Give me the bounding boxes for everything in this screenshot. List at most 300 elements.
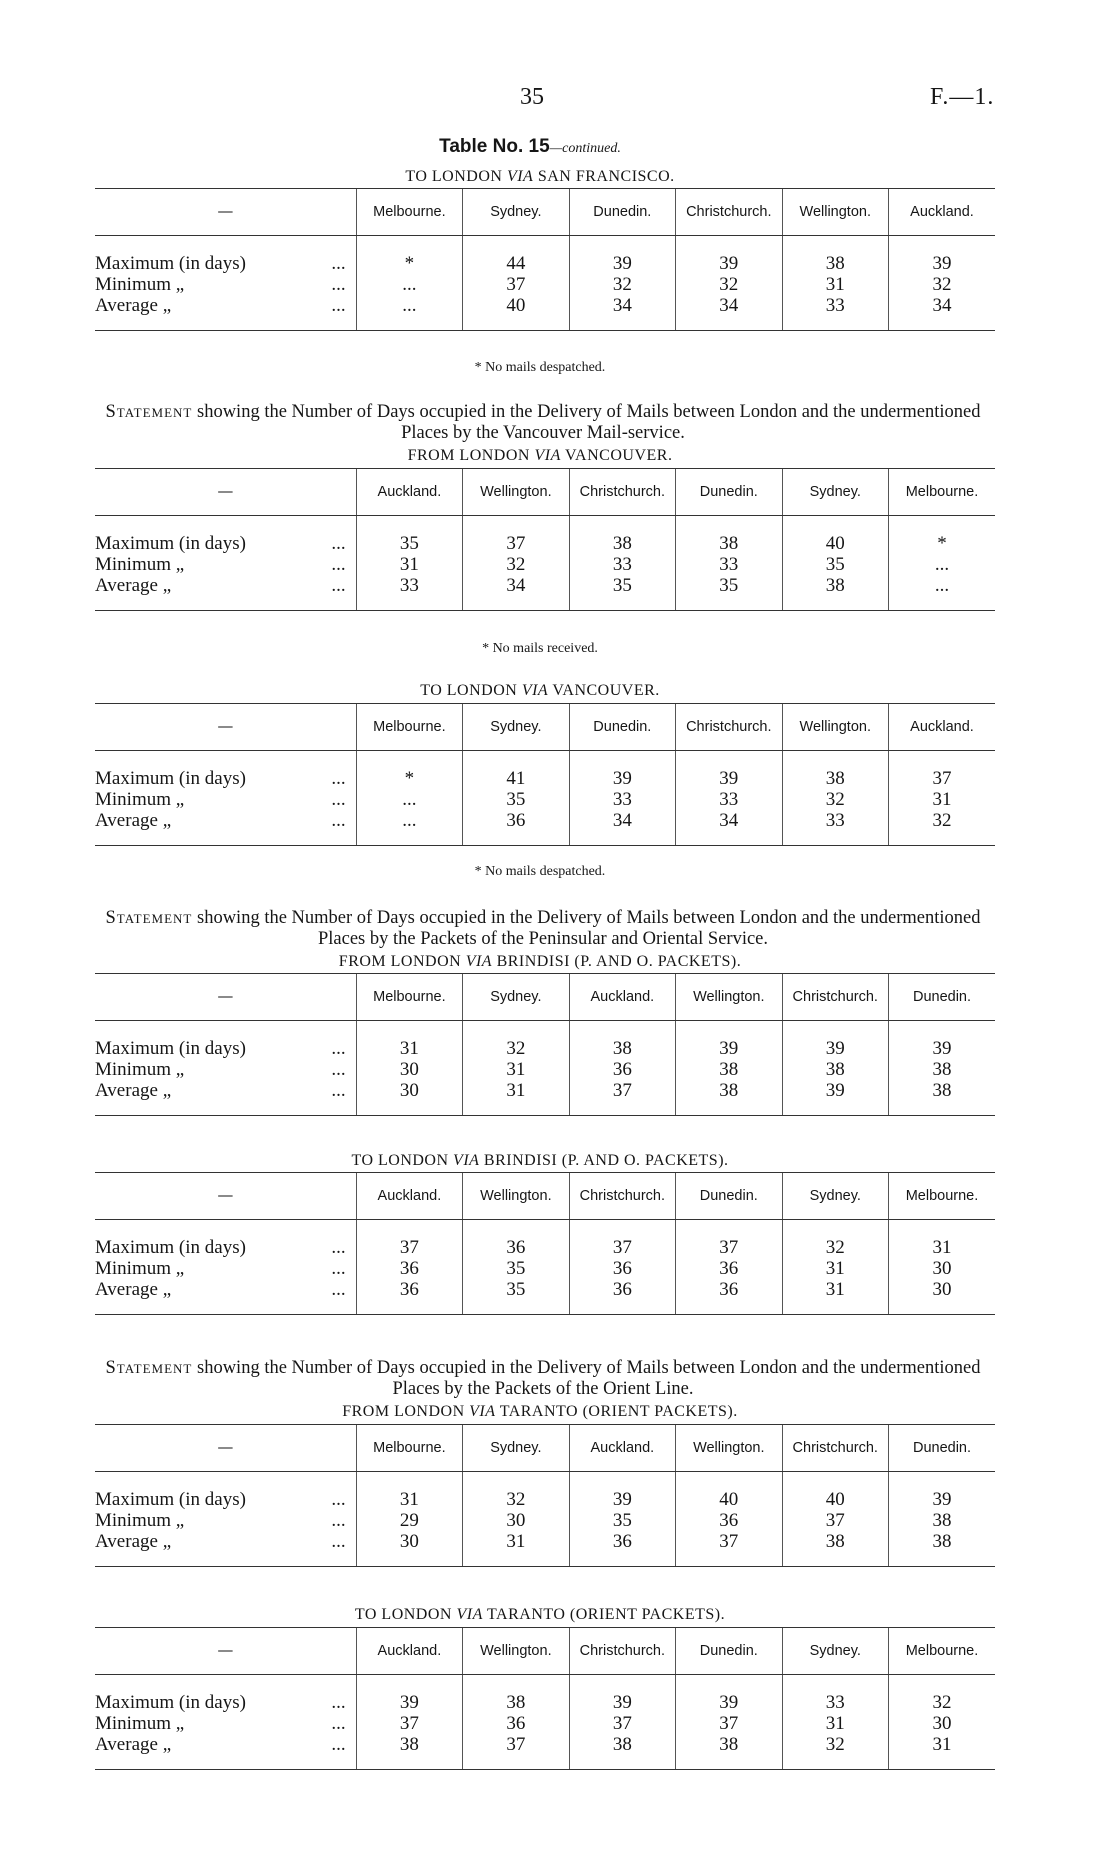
leader-dots: ... — [331, 1510, 346, 1531]
table-cell: * — [889, 533, 996, 554]
column-header: Auckland. — [356, 1628, 462, 1675]
row-label — [95, 789, 356, 810]
spacer-cell — [356, 1021, 462, 1039]
column-header: Melbourne. — [356, 704, 462, 751]
mail-days-table — [95, 1627, 995, 1770]
spacer-row — [95, 1675, 995, 1693]
table-row — [95, 253, 995, 274]
table-cell: 31 — [782, 1258, 888, 1279]
column-header: Melbourne. — [889, 1173, 996, 1220]
table-cell: 38 — [782, 768, 888, 789]
table-cell: 32 — [889, 274, 996, 295]
column-header: Melbourne. — [356, 1425, 462, 1472]
caption-via: VIA — [456, 1606, 483, 1623]
table-cell: 32 — [676, 274, 782, 295]
column-header: Auckland. — [356, 1173, 462, 1220]
table-cell: 34 — [463, 575, 569, 611]
row-label — [95, 1489, 356, 1510]
row-label — [95, 533, 356, 554]
table-cell: 34 — [569, 810, 675, 846]
table-cell: 38 — [889, 1080, 996, 1116]
spacer-cell — [569, 1021, 675, 1039]
row-label — [95, 1734, 356, 1770]
table-cell: 30 — [356, 1059, 462, 1080]
table-row — [95, 1237, 995, 1258]
column-header: Dunedin. — [889, 1425, 996, 1472]
table-cell: 34 — [676, 295, 782, 331]
table-cell: 35 — [569, 575, 675, 611]
spacer-cell — [889, 1675, 996, 1693]
dash-header: — — [95, 1173, 356, 1220]
spacer-cell — [676, 1021, 782, 1039]
table-cell: 31 — [782, 1279, 888, 1315]
table-cell: 32 — [782, 789, 888, 810]
column-header: Auckland. — [889, 704, 996, 751]
caption-via: VIA — [534, 447, 561, 464]
table-row — [95, 1713, 995, 1734]
table-cell: 36 — [676, 1510, 782, 1531]
mail-days-table — [95, 973, 995, 1116]
spacer-row — [95, 1220, 995, 1238]
table-cell: 29 — [356, 1510, 462, 1531]
dash-header: — — [95, 704, 356, 751]
spacer-cell — [95, 1472, 356, 1490]
table-cell: 39 — [676, 768, 782, 789]
leader-dots: ... — [331, 533, 346, 554]
table-cell: 39 — [569, 768, 675, 789]
footnote: * No mails despatched. — [474, 864, 606, 879]
table-caption: TO LONDON VIA VANCOUVER. — [420, 682, 660, 699]
statement-text: Statement showing the Number of Days occupied in the Delivery of Mails between London and the undermentioned Places by the Packets of the Peninsular and Oriental Service. — [105, 908, 981, 949]
spacer-cell — [782, 1472, 888, 1490]
leader-dots: ... — [331, 1713, 346, 1734]
column-header: Auckland. — [356, 469, 462, 516]
table-cell: 33 — [782, 1692, 888, 1713]
column-header: Dunedin. — [569, 189, 675, 236]
table-cell: 33 — [782, 810, 888, 846]
table-cell: 38 — [676, 1059, 782, 1080]
table-cell: 33 — [569, 554, 675, 575]
table-cell: 39 — [782, 1038, 888, 1059]
row-label-text: Minimum „ — [95, 1713, 185, 1734]
row-label-text: Average „ — [95, 575, 172, 596]
header-row — [95, 189, 995, 236]
table-cell: * — [356, 253, 462, 274]
spacer-cell — [356, 516, 462, 534]
column-header: Wellington. — [782, 189, 888, 236]
column-header: Sydney. — [463, 974, 569, 1021]
spacer-cell — [676, 1472, 782, 1490]
row-label — [95, 810, 356, 846]
table-cell: 36 — [356, 1279, 462, 1315]
row-label-text: Maximum (in days) — [95, 1489, 246, 1510]
table-cell: 37 — [676, 1531, 782, 1567]
table-row — [95, 1531, 995, 1567]
header-row — [95, 1628, 995, 1675]
mail-days-table — [95, 1424, 995, 1567]
column-header: Wellington. — [782, 704, 888, 751]
caption-via: VIA — [506, 168, 534, 185]
row-label-text: Minimum „ — [95, 1258, 185, 1279]
spacer-row — [95, 1472, 995, 1490]
statement-text: Statement showing the Number of Days occupied in the Delivery of Mails between London and the undermentioned Places by the Packets of the Orient Line. — [105, 1358, 981, 1399]
column-header: Christchurch. — [569, 469, 675, 516]
table-cell: 39 — [889, 1038, 996, 1059]
table-cell: ... — [889, 575, 996, 611]
table-cell: 35 — [463, 789, 569, 810]
row-label — [95, 1510, 356, 1531]
spacer-cell — [889, 516, 996, 534]
leader-dots: ... — [331, 1038, 346, 1059]
table-cell: 32 — [782, 1734, 888, 1770]
row-label — [95, 1531, 356, 1567]
table-cell: 37 — [463, 274, 569, 295]
leader-dots: ... — [331, 810, 346, 831]
column-header: Sydney. — [782, 1628, 888, 1675]
table-row — [95, 554, 995, 575]
row-label-text: Average „ — [95, 810, 172, 831]
leader-dots: ... — [331, 1531, 346, 1552]
leader-dots: ... — [331, 1279, 346, 1300]
table-row — [95, 295, 995, 331]
table-row — [95, 274, 995, 295]
table-cell: 38 — [569, 1038, 675, 1059]
spacer-cell — [569, 751, 675, 769]
table-cell: 38 — [782, 1059, 888, 1080]
spacer-cell — [569, 236, 675, 254]
row-label-text: Minimum „ — [95, 789, 185, 810]
table-caption: TO LONDON VIA BRINDISI (P. AND O. PACKETS). — [351, 1152, 729, 1169]
table-cell: 30 — [889, 1258, 996, 1279]
table-caption: TO LONDON VIA SAN FRANCISCO. — [405, 168, 675, 185]
row-label-text: Maximum (in days) — [95, 1237, 246, 1258]
leader-dots: ... — [331, 575, 346, 596]
row-label — [95, 1237, 356, 1258]
table-row — [95, 1489, 995, 1510]
table-heading: Table No. 15—continued. — [439, 136, 621, 157]
table-cell: 30 — [463, 1510, 569, 1531]
table-cell: 38 — [782, 1531, 888, 1567]
row-label-text: Minimum „ — [95, 1059, 185, 1080]
caption-via: VIA — [453, 1152, 480, 1169]
table-cell: 39 — [569, 1489, 675, 1510]
spacer-cell — [889, 1472, 996, 1490]
spacer-cell — [356, 751, 462, 769]
column-header: Sydney. — [782, 1173, 888, 1220]
spacer-cell — [95, 1021, 356, 1039]
dash-header: — — [95, 1425, 356, 1472]
table-cell: 32 — [463, 1489, 569, 1510]
column-header: Dunedin. — [676, 1628, 782, 1675]
row-label — [95, 768, 356, 789]
table-cell: 37 — [676, 1237, 782, 1258]
table-cell: 33 — [676, 789, 782, 810]
spacer-cell — [463, 1472, 569, 1490]
table-cell: 34 — [569, 295, 675, 331]
table-cell: ... — [889, 554, 996, 575]
row-label — [95, 554, 356, 575]
table-cell: * — [356, 768, 462, 789]
column-header: Dunedin. — [889, 974, 996, 1021]
row-label-text: Average „ — [95, 1080, 172, 1101]
spacer-cell — [356, 1675, 462, 1693]
spacer-cell — [782, 751, 888, 769]
table-cell: 39 — [676, 1692, 782, 1713]
table-cell: 39 — [569, 1692, 675, 1713]
column-header: Dunedin. — [676, 1173, 782, 1220]
column-header: Auckland. — [569, 974, 675, 1021]
spacer-row — [95, 516, 995, 534]
table-caption: FROM LONDON VIA BRINDISI (P. AND O. PACKETS). — [338, 953, 742, 970]
row-label — [95, 274, 356, 295]
column-header: Sydney. — [463, 704, 569, 751]
statement-lead: Statement — [105, 908, 193, 928]
spacer-cell — [782, 516, 888, 534]
spacer-cell — [569, 516, 675, 534]
column-header: Dunedin. — [676, 469, 782, 516]
column-header: Melbourne. — [356, 189, 462, 236]
row-label — [95, 1038, 356, 1059]
row-label — [95, 295, 356, 331]
spacer-cell — [356, 1472, 462, 1490]
dash-header: — — [95, 189, 356, 236]
row-label-text: Minimum „ — [95, 1510, 185, 1531]
column-header: Sydney. — [463, 1425, 569, 1472]
leader-dots: ... — [331, 789, 346, 810]
spacer-cell — [889, 236, 996, 254]
table-cell: 39 — [569, 253, 675, 274]
table-cell: 31 — [356, 554, 462, 575]
table-cell: 30 — [356, 1531, 462, 1567]
table-row — [95, 1038, 995, 1059]
row-label-text: Minimum „ — [95, 274, 185, 295]
dash-header: — — [95, 974, 356, 1021]
column-header: Melbourne. — [356, 974, 462, 1021]
table-cell: 40 — [782, 1489, 888, 1510]
table-cell: 37 — [569, 1080, 675, 1116]
leader-dots: ... — [331, 1692, 346, 1713]
leader-dots: ... — [331, 554, 346, 575]
footnote: * No mails received. — [482, 641, 598, 656]
table-row — [95, 768, 995, 789]
column-header: Dunedin. — [569, 704, 675, 751]
table-row — [95, 1692, 995, 1713]
table-cell: 39 — [676, 1038, 782, 1059]
table-cell: 38 — [889, 1059, 996, 1080]
table-cell: 31 — [889, 789, 996, 810]
mail-days-table — [95, 703, 995, 846]
spacer-cell — [95, 236, 356, 254]
table-cell: 35 — [569, 1510, 675, 1531]
column-header: Christchurch. — [782, 974, 888, 1021]
table-cell: 31 — [889, 1237, 996, 1258]
column-header: Wellington. — [676, 1425, 782, 1472]
table-cell: 31 — [889, 1734, 996, 1770]
row-label — [95, 1059, 356, 1080]
table-cell: 40 — [676, 1489, 782, 1510]
column-header: Sydney. — [463, 189, 569, 236]
table-cell: 37 — [889, 768, 996, 789]
row-label — [95, 1692, 356, 1713]
dash-header: — — [95, 469, 356, 516]
column-header: Wellington. — [463, 1173, 569, 1220]
spacer-cell — [889, 751, 996, 769]
spacer-cell — [676, 1675, 782, 1693]
table-cell: 36 — [569, 1059, 675, 1080]
column-header: Melbourne. — [889, 469, 996, 516]
table-row — [95, 1258, 995, 1279]
table-cell: 39 — [782, 1080, 888, 1116]
table-cell: ... — [356, 810, 462, 846]
spacer-row — [95, 1021, 995, 1039]
table-cell: 38 — [569, 533, 675, 554]
table-cell: 33 — [782, 295, 888, 331]
spacer-cell — [463, 1675, 569, 1693]
table-cell: 31 — [782, 1713, 888, 1734]
table-cell: 36 — [569, 1531, 675, 1567]
header-row — [95, 1425, 995, 1472]
table-cell: 44 — [463, 253, 569, 274]
table-cell: 35 — [463, 1279, 569, 1315]
statement-text: Statement showing the Number of Days occupied in the Delivery of Mails between London and the undermentioned Places by the Vancouver Mail-service. — [105, 402, 981, 443]
spacer-cell — [463, 751, 569, 769]
spacer-cell — [569, 1675, 675, 1693]
spacer-cell — [356, 236, 462, 254]
row-label — [95, 1713, 356, 1734]
spacer-cell — [782, 236, 888, 254]
leader-dots: ... — [331, 1734, 346, 1755]
spacer-cell — [95, 516, 356, 534]
table-row — [95, 1510, 995, 1531]
dash-header: — — [95, 1628, 356, 1675]
column-header: Christchurch. — [569, 1628, 675, 1675]
table-cell: 33 — [569, 789, 675, 810]
table-cell: 31 — [782, 274, 888, 295]
mail-days-table — [95, 1172, 995, 1315]
spacer-cell — [463, 1220, 569, 1238]
spacer-cell — [356, 1220, 462, 1238]
row-label-text: Average „ — [95, 295, 172, 316]
row-label — [95, 253, 356, 274]
table-cell: 39 — [889, 253, 996, 274]
leader-dots: ... — [331, 295, 346, 316]
statement-lead: Statement — [105, 1358, 193, 1378]
table-row — [95, 1059, 995, 1080]
column-header: Christchurch. — [676, 704, 782, 751]
table-cell: 30 — [889, 1713, 996, 1734]
spacer-row — [95, 751, 995, 769]
table-cell: 37 — [569, 1237, 675, 1258]
table-cell: 31 — [463, 1531, 569, 1567]
spacer-cell — [95, 751, 356, 769]
spacer-cell — [569, 1220, 675, 1238]
table-cell: 35 — [782, 554, 888, 575]
row-label — [95, 1279, 356, 1315]
table-cell: 34 — [676, 810, 782, 846]
caption-via: VIA — [469, 1403, 496, 1420]
table-cell: 35 — [356, 533, 462, 554]
leader-dots: ... — [331, 1258, 346, 1279]
table-row — [95, 789, 995, 810]
row-label-text: Average „ — [95, 1734, 172, 1755]
table-cell: 40 — [463, 295, 569, 331]
spacer-cell — [782, 1220, 888, 1238]
table-cell: ... — [356, 789, 462, 810]
row-label-text: Minimum „ — [95, 554, 185, 575]
table-cell: 37 — [356, 1713, 462, 1734]
table-cell: 37 — [463, 533, 569, 554]
spacer-row — [95, 236, 995, 254]
table-cell: 39 — [356, 1692, 462, 1713]
spacer-cell — [463, 516, 569, 534]
leader-dots: ... — [331, 1489, 346, 1510]
table-cell: 31 — [356, 1489, 462, 1510]
spacer-cell — [569, 1472, 675, 1490]
table-cell: 38 — [356, 1734, 462, 1770]
table-cell: 31 — [356, 1038, 462, 1059]
spacer-cell — [95, 1220, 356, 1238]
table-cell: 33 — [676, 554, 782, 575]
table-cell: 36 — [463, 1237, 569, 1258]
header-row — [95, 469, 995, 516]
table-cell: 38 — [889, 1510, 996, 1531]
table-cell: 37 — [356, 1237, 462, 1258]
table-cell: 38 — [463, 1692, 569, 1713]
table-cell: 39 — [889, 1489, 996, 1510]
row-label — [95, 1080, 356, 1116]
table-cell: 35 — [676, 575, 782, 611]
caption-via: VIA — [521, 682, 549, 699]
table-cell: 36 — [676, 1258, 782, 1279]
column-header: Wellington. — [463, 469, 569, 516]
table-cell: 32 — [782, 1237, 888, 1258]
page-number: 35 — [520, 84, 544, 110]
row-label-text: Maximum (in days) — [95, 1692, 246, 1713]
table-cell: 32 — [463, 1038, 569, 1059]
table-cell: 34 — [889, 295, 996, 331]
mail-days-table — [95, 188, 995, 331]
row-label-text: Average „ — [95, 1531, 172, 1552]
leader-dots: ... — [331, 1237, 346, 1258]
table-cell: 30 — [889, 1279, 996, 1315]
table-cell: 31 — [463, 1059, 569, 1080]
header-row — [95, 974, 995, 1021]
column-header: Wellington. — [463, 1628, 569, 1675]
table-cell: 36 — [356, 1258, 462, 1279]
spacer-cell — [676, 236, 782, 254]
table-cell: 36 — [569, 1279, 675, 1315]
table-cell: 32 — [889, 810, 996, 846]
caption-via: VIA — [465, 953, 493, 970]
column-header: Wellington. — [676, 974, 782, 1021]
table-cell: 37 — [569, 1713, 675, 1734]
leader-dots: ... — [331, 1059, 346, 1080]
table-cell: 38 — [889, 1531, 996, 1567]
header-row — [95, 704, 995, 751]
statement-lead: Statement — [105, 402, 193, 422]
table-cell: 32 — [569, 274, 675, 295]
table-cell: 38 — [676, 1080, 782, 1116]
spacer-cell — [889, 1021, 996, 1039]
table-caption: FROM LONDON VIA VANCOUVER. — [407, 447, 673, 464]
spacer-cell — [676, 1220, 782, 1238]
column-header: Christchurch. — [782, 1425, 888, 1472]
table-cell: 36 — [569, 1258, 675, 1279]
column-header: Auckland. — [569, 1425, 675, 1472]
table-cell: 37 — [676, 1713, 782, 1734]
table-row — [95, 1279, 995, 1315]
table-cell: 37 — [463, 1734, 569, 1770]
